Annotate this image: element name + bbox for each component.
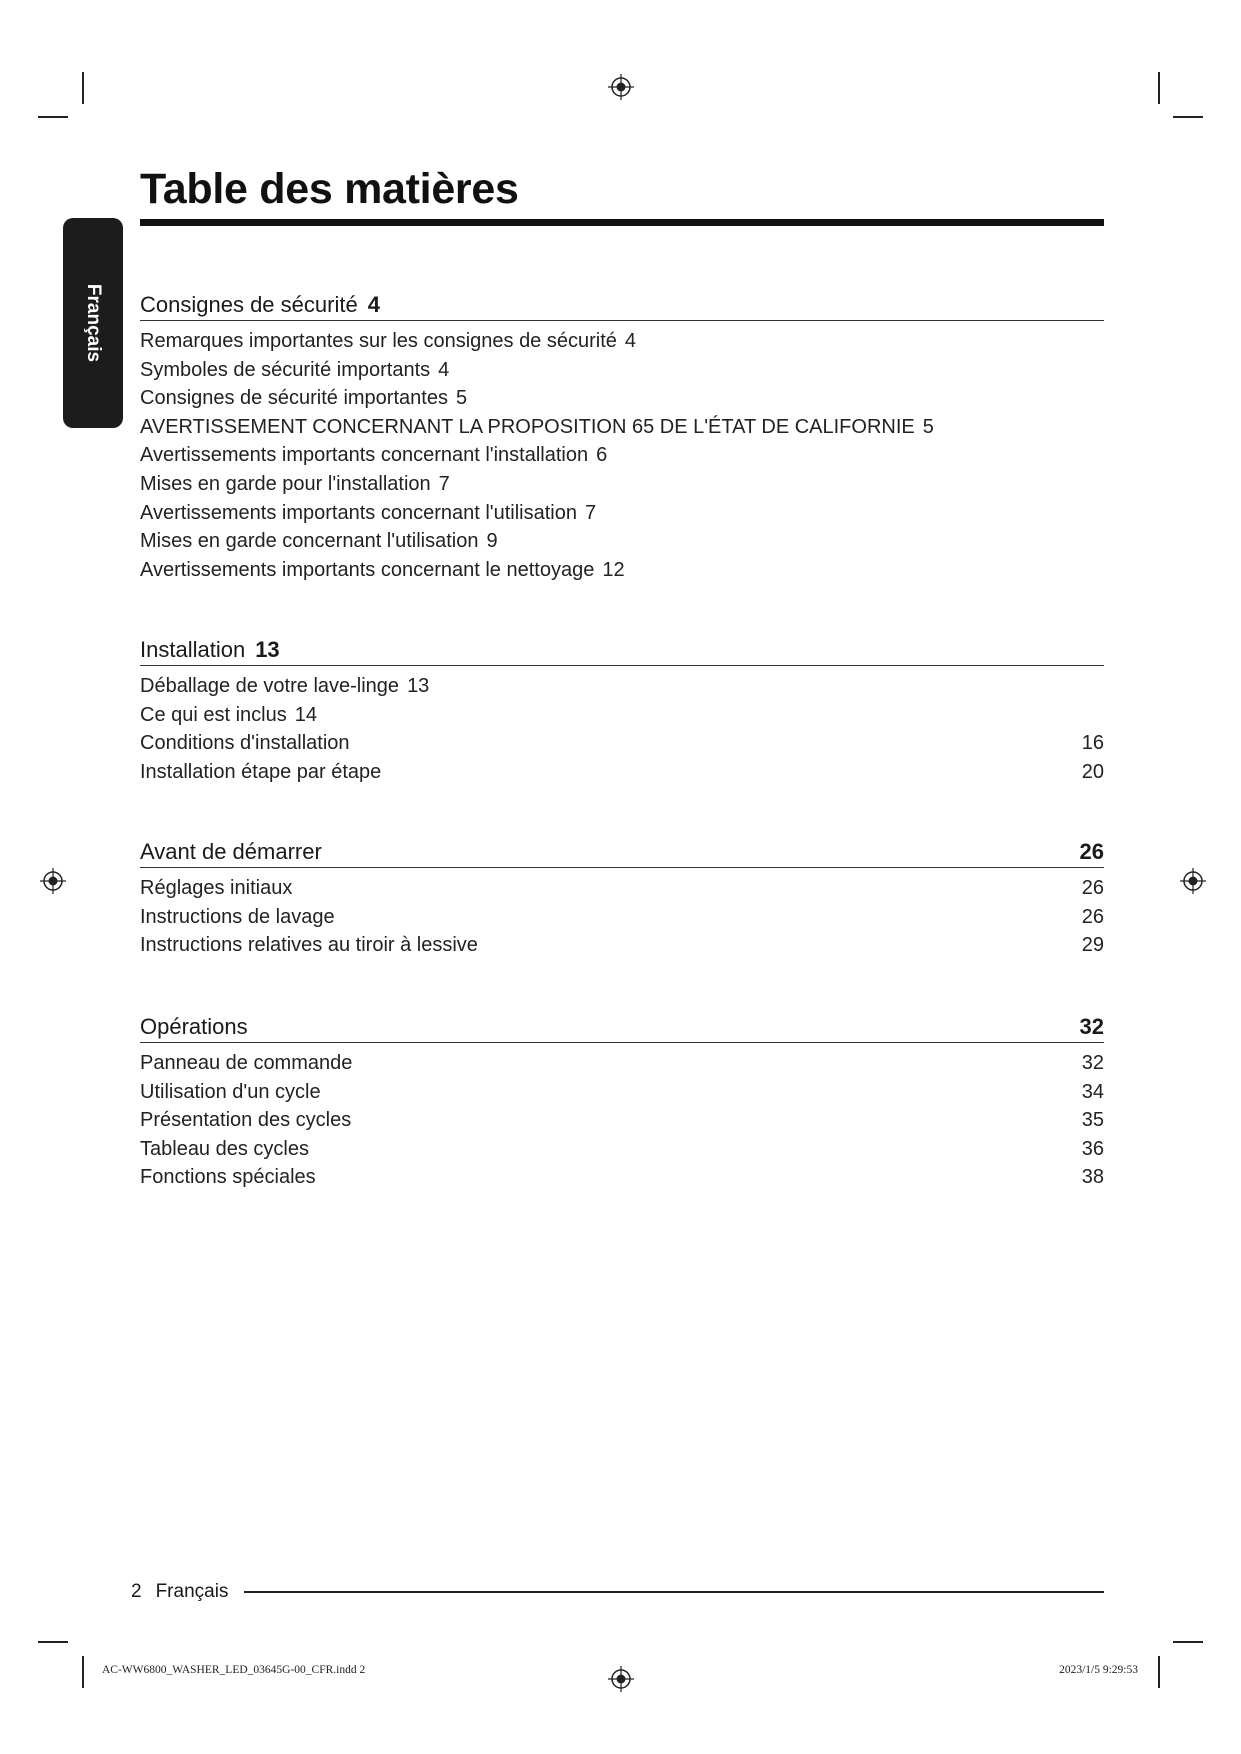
toc-item[interactable] xyxy=(140,413,1104,442)
footer-language: Français xyxy=(155,1581,229,1602)
toc-item-page: 12 xyxy=(602,558,625,581)
toc-item[interactable] xyxy=(140,672,1104,701)
toc-item-label: Consignes de sécurité importantes xyxy=(140,387,448,410)
toc-item[interactable] xyxy=(140,1049,1104,1078)
toc-item-page: 35 xyxy=(1081,1109,1104,1132)
page-footer xyxy=(131,1581,1104,1603)
toc-item[interactable] xyxy=(140,874,1104,903)
toc-item-page: 20 xyxy=(1081,760,1104,783)
toc-item-page: 5 xyxy=(922,415,934,438)
toc-item-label: Mises en garde concernant l'utilisation xyxy=(140,530,479,553)
toc-item[interactable] xyxy=(140,1135,1104,1164)
toc-item-page: 7 xyxy=(438,472,450,495)
toc-list xyxy=(140,327,1104,584)
language-side-tab xyxy=(63,218,123,428)
toc-section-consignes xyxy=(140,286,1104,584)
toc-item-label: Utilisation d'un cycle xyxy=(140,1080,321,1103)
registration-mark-icon xyxy=(608,74,634,100)
footer-page-number: 2 xyxy=(131,1581,142,1602)
toc-item-label: Conditions d'installation xyxy=(140,732,350,755)
toc-item[interactable] xyxy=(140,729,1104,758)
section-title: Consignes de sécurité xyxy=(140,292,358,317)
section-page: 13 xyxy=(255,637,280,662)
toc-item-label: Remarques importantes sur les consignes de sécurité xyxy=(140,330,617,352)
section-page: 4 xyxy=(367,292,380,317)
toc-item-label: AVERTISSEMENT CONCERNANT LA PROPOSITION 65 DE L'ÉTAT DE CALIFORNIE xyxy=(140,415,915,438)
toc-section-installation xyxy=(140,631,1104,786)
toc-item-page: 26 xyxy=(1081,877,1104,899)
toc-section-avant-de-demarrer xyxy=(140,833,1104,960)
section-page: 32 xyxy=(1079,1014,1104,1039)
registration-mark-icon xyxy=(1180,868,1206,894)
toc-item-page: 36 xyxy=(1081,1137,1104,1160)
toc-item-label: Réglages initiaux xyxy=(140,877,293,899)
toc-item-page: 14 xyxy=(294,703,317,726)
toc-item[interactable] xyxy=(140,499,1104,528)
toc-item-label: Déballage de votre lave-linge xyxy=(140,675,400,697)
crop-mark xyxy=(38,1641,68,1643)
section-title: Opérations xyxy=(140,1014,248,1039)
footer-rule xyxy=(244,1591,1104,1593)
crop-mark xyxy=(1173,116,1203,118)
registration-mark-icon xyxy=(608,1666,634,1692)
toc-item-label: Avertissements importants concernant l'utilisation xyxy=(140,501,577,524)
toc-item-label: Avertissements importants concernant le nettoyage xyxy=(140,558,595,581)
section-title: Avant de démarrer xyxy=(140,839,322,864)
crop-mark xyxy=(38,116,68,118)
toc-item[interactable] xyxy=(140,327,1104,356)
toc-item-label: Avertissements importants concernant l'installation xyxy=(140,444,589,467)
toc-item-page: 13 xyxy=(407,675,430,697)
print-slug-timestamp: 2023/1/5 9:29:53 xyxy=(1059,1664,1138,1676)
toc-item-page: 34 xyxy=(1081,1080,1104,1103)
toc-item-page: 29 xyxy=(1081,934,1104,957)
toc-item[interactable] xyxy=(140,441,1104,470)
section-page: 26 xyxy=(1079,839,1104,864)
crop-mark xyxy=(1158,72,1160,104)
toc-item[interactable] xyxy=(140,931,1104,960)
section-title: Installation xyxy=(140,637,246,662)
toc-item[interactable] xyxy=(140,384,1104,413)
title-rule xyxy=(140,219,1104,226)
toc-item-label: Installation étape par étape xyxy=(140,760,382,783)
toc-list xyxy=(140,672,1104,786)
toc-item[interactable] xyxy=(140,556,1104,585)
toc-item-label: Fonctions spéciales xyxy=(140,1166,316,1189)
toc-item-label: Ce qui est inclus xyxy=(140,703,287,726)
section-heading[interactable] xyxy=(140,1008,1104,1043)
crop-mark xyxy=(82,72,84,104)
toc-item-label: Tableau des cycles xyxy=(140,1137,309,1160)
toc-item[interactable] xyxy=(140,1106,1104,1135)
toc-item[interactable] xyxy=(140,1078,1104,1107)
toc-item[interactable] xyxy=(140,527,1104,556)
language-side-tab-label: Français xyxy=(83,283,104,363)
toc-item-page: 6 xyxy=(596,444,608,467)
toc-item-page: 26 xyxy=(1081,905,1104,928)
section-heading[interactable] xyxy=(140,833,1104,868)
toc-item[interactable] xyxy=(140,356,1104,385)
toc-item-page: 5 xyxy=(455,387,468,410)
crop-mark xyxy=(1158,1656,1160,1688)
crop-mark xyxy=(1173,1641,1203,1643)
section-heading[interactable] xyxy=(140,286,1104,321)
section-heading[interactable] xyxy=(140,631,1104,666)
toc-item-page: 4 xyxy=(624,330,637,352)
toc-item-page: 9 xyxy=(486,530,498,553)
toc-item-page: 16 xyxy=(1081,732,1104,755)
toc-list xyxy=(140,1049,1104,1192)
toc-item[interactable] xyxy=(140,903,1104,932)
toc-item-page: 4 xyxy=(438,358,450,381)
print-slug-filename: AC-WW6800_WASHER_LED_03645G-00_CFR.indd 2 xyxy=(102,1664,366,1676)
crop-mark xyxy=(82,1656,84,1688)
toc-item-page: 32 xyxy=(1081,1052,1104,1074)
toc-item-label: Symboles de sécurité importants xyxy=(140,358,431,381)
toc-item-page: 38 xyxy=(1081,1166,1104,1189)
toc-item-label: Panneau de commande xyxy=(140,1052,353,1074)
toc-item-label: Instructions relatives au tiroir à lessive xyxy=(140,934,478,957)
toc-item[interactable] xyxy=(140,758,1104,787)
toc-item[interactable] xyxy=(140,701,1104,730)
registration-mark-icon xyxy=(40,868,66,894)
toc-item[interactable] xyxy=(140,470,1104,499)
toc-section-operations xyxy=(140,1008,1104,1192)
toc-list xyxy=(140,874,1104,960)
toc-item-label: Instructions de lavage xyxy=(140,905,335,928)
toc-item[interactable] xyxy=(140,1163,1104,1192)
toc-item-label: Mises en garde pour l'installation xyxy=(140,472,431,495)
toc-item-label: Présentation des cycles xyxy=(140,1109,352,1132)
toc-item-page: 7 xyxy=(584,501,597,524)
page-title: Table des matières xyxy=(140,165,519,213)
